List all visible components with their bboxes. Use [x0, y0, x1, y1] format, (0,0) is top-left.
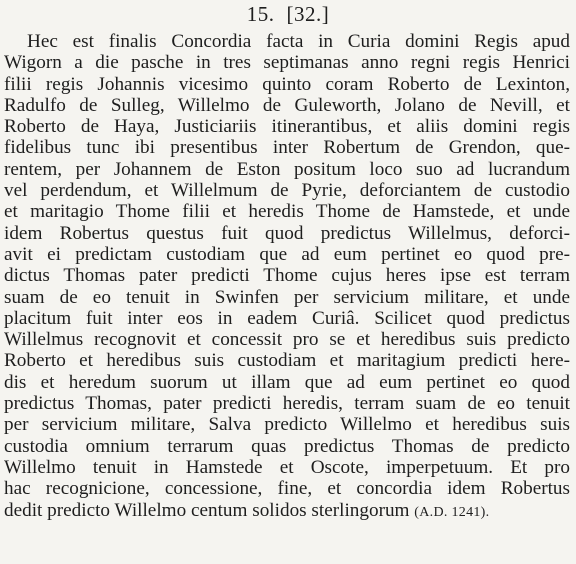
text-line: idem Robertus questus fuit quod predictus Willelmus, deforci- [4, 222, 570, 244]
text-line: vel perdendum, et Willelmum de Pyrie, deforciantem de custodio [4, 180, 570, 202]
text-line: Roberto et heredibus suis custodiam et maritagium predicti here- [4, 350, 570, 372]
entry-heading [0, 2, 576, 26]
text-line: Willelmo tenuit in Hamstede et Oscote, imperpetuum. Et pro [4, 456, 570, 478]
document-body [4, 31, 570, 523]
text-line: filii regis Johannis vicesimo quinto coram Roberto de Lexinton, [4, 73, 570, 95]
text-line: custodia omnium terrarum quas predictus Thomas de predicto [4, 435, 570, 457]
date-note: (A.D. 1241). [414, 504, 490, 520]
text-line-last [4, 500, 570, 523]
text-line: hac recognicione, concessione, fine, et concordia idem Robertus [4, 478, 570, 500]
text-line: suam de eo tenuit in Swinfen per servicium militare, et unde [4, 286, 570, 308]
entry-number: 15. [246, 2, 275, 26]
text-line: Willelmus recognovit et concessit pro se et heredibus suis predicto [4, 329, 570, 351]
entry-original-number: [32.] [286, 2, 330, 26]
final-text: dedit predicto Willelmo centum solidos sterlingorum [4, 499, 410, 521]
text-line: predictus Thomas, pater predicti heredis, terram suam de eo tenuit [4, 393, 570, 415]
text-line: placitum fuit inter eos in eadem Curiâ. Scilicet quod predictus [4, 307, 570, 329]
text-line: rentem, per Johannem de Eston positum loco suo ad lucrandum [4, 158, 570, 180]
text-line: avit ei predictam custodiam que ad eum pertinet eo quod pre- [4, 243, 570, 265]
text-line: Wigorn a die pasche in tres septimanas anno regni regis Henrici [4, 52, 570, 74]
text-line: dis et heredum suorum ut illam que ad eum pertinet eo quod [4, 371, 570, 393]
text-line: per servicium militare, Salva predicto Willelmo et heredibus suis [4, 414, 570, 436]
text-line: Hec est finalis Concordia facta in Curia domini Regis apud [27, 31, 570, 52]
text-line: dictus Thomas pater predicti Thome cujus heres ipse est terram [4, 265, 570, 287]
text-line: et maritagio Thome filii et heredis Thome de Hamstede, et unde [4, 201, 570, 223]
text-line: fidelibus tunc ibi presentibus inter Robertum de Grendon, que- [4, 137, 570, 159]
text-line: Radulfo de Sulleg, Willelmo de Guleworth, Jolano de Nevill, et [4, 94, 570, 116]
text-line: Roberto de Haya, Justiciariis itinerantibus, et aliis domini regis [4, 116, 570, 138]
